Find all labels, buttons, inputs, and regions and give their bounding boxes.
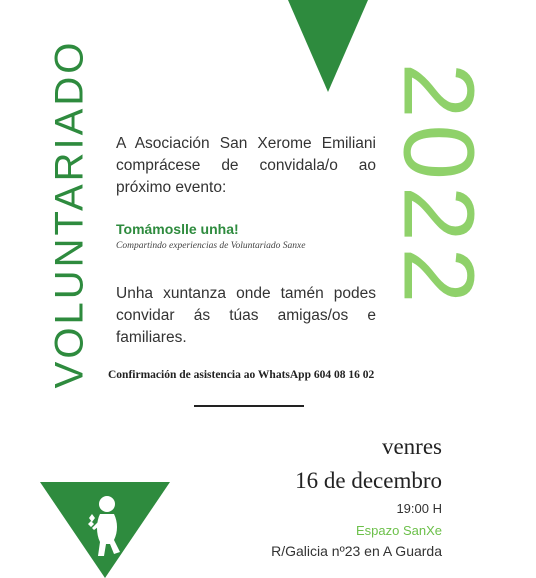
- intro-text: A Asociación San Xerome Emiliani comprácese de convidala/o ao próximo evento:: [116, 135, 376, 196]
- vertical-title: VOLUNTARIADO: [47, 39, 92, 389]
- event-day: venres: [381, 434, 442, 459]
- rsvp-text: Confirmación de asistencia ao WhatsApp 604 08 16 02: [108, 369, 375, 381]
- description-text: Unha xuntanza onde tamén podes convidar ás túas amigas/os e familiares.: [116, 285, 376, 346]
- event-title: Tomámoslle unha!: [116, 221, 239, 237]
- event-date: 16 de decembro: [295, 468, 442, 493]
- divider-line: [194, 405, 304, 407]
- event-venue: Espazo SanXe: [355, 523, 442, 538]
- top-green-triangle: [288, 0, 368, 92]
- event-address: R/Galicia nº23 en A Guarda: [271, 543, 442, 559]
- bottom-green-triangle: [40, 482, 170, 578]
- year-text: 2022: [382, 62, 495, 310]
- event-subtitle: Compartindo experiencias de Voluntariado Sanxe: [116, 241, 306, 251]
- event-time: 19:00 H: [396, 501, 442, 516]
